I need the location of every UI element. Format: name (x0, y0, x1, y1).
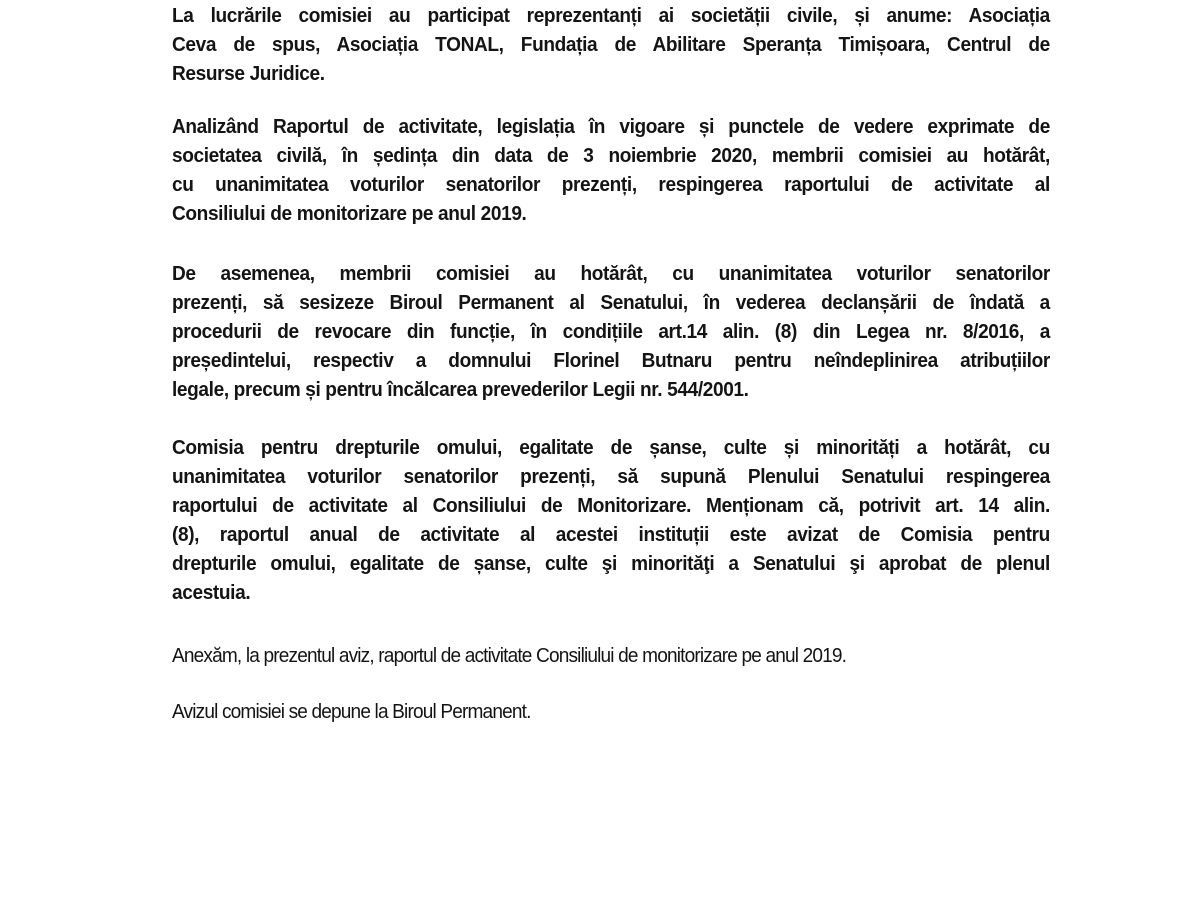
text-line: drepturile omului, egalitate de șanse, culte şi minorităţi a Senatului şi aprobat de plenul (172, 552, 1050, 575)
text-line: unanimitatea voturilor senatorilor prezenți, să supună Plenului Senatului respingerea (172, 465, 1050, 488)
paragraph-submission (172, 697, 1050, 726)
text-line: Avizul comisiei se depune la Biroul Permanent. (172, 700, 531, 723)
paragraph-annex (172, 641, 1050, 670)
paragraph-revocation-procedure (172, 259, 1050, 404)
text-line: Resurse Juridice. (172, 62, 325, 85)
text-line: cu unanimitatea voturilor senatorilor prezenți, respingerea raportului de activitate al (172, 173, 1050, 196)
paragraph-civil-society-participants (172, 1, 1050, 88)
text-line: Analizând Raportul de activitate, legislația în vigoare și punctele de vedere exprimate de (172, 115, 1050, 138)
text-line: Ceva de spus, Asociația TONAL, Fundația de Abilitare Speranța Timișoara, Centrul de (172, 33, 1050, 56)
text-line: La lucrările comisiei au participat reprezentanți ai societății civile, și anume: Asociația (172, 4, 1050, 27)
text-line: Comisia pentru drepturile omului, egalitate de șanse, culte și minorități a hotărât, cu (172, 436, 1050, 459)
text-line: raportului de activitate al Consiliului de Monitorizare. Menționam că, potrivit art. 14 alin. (172, 494, 1050, 517)
text-line: Anexăm, la prezentul aviz, raportul de activitate Consiliului de monitorizare pe anul 2019. (172, 644, 847, 667)
paragraph-report-rejection (172, 112, 1050, 228)
text-line: De asemenea, membrii comisiei au hotărât, cu unanimitatea voturilor senatorilor (172, 262, 1050, 285)
text-line: președintelui, respectiv a domnului Florinel Butnaru pentru neîndeplinirea atribuțiilor (172, 349, 1050, 372)
text-line: societatea civilă, în ședința din data de 3 noiembrie 2020, membrii comisiei au hotărât, (172, 144, 1050, 167)
text-line: Consiliului de monitorizare pe anul 2019. (172, 202, 527, 225)
text-line: (8), raportul anual de activitate al acestei instituții este avizat de Comisia pentru (172, 523, 1050, 546)
text-line: acestuia. (172, 581, 251, 604)
text-line: procedurii de revocare din funcție, în condițiile art.14 alin. (8) din Legea nr. 8/2016, a (172, 320, 1050, 343)
text-line: prezenți, să sesizeze Biroul Permanent al Senatului, în vederea declanșării de îndată a (172, 291, 1050, 314)
paragraph-commission-decision (172, 433, 1050, 607)
text-line: legale, precum și pentru încălcarea prevederilor Legii nr. 544/2001. (172, 378, 749, 401)
